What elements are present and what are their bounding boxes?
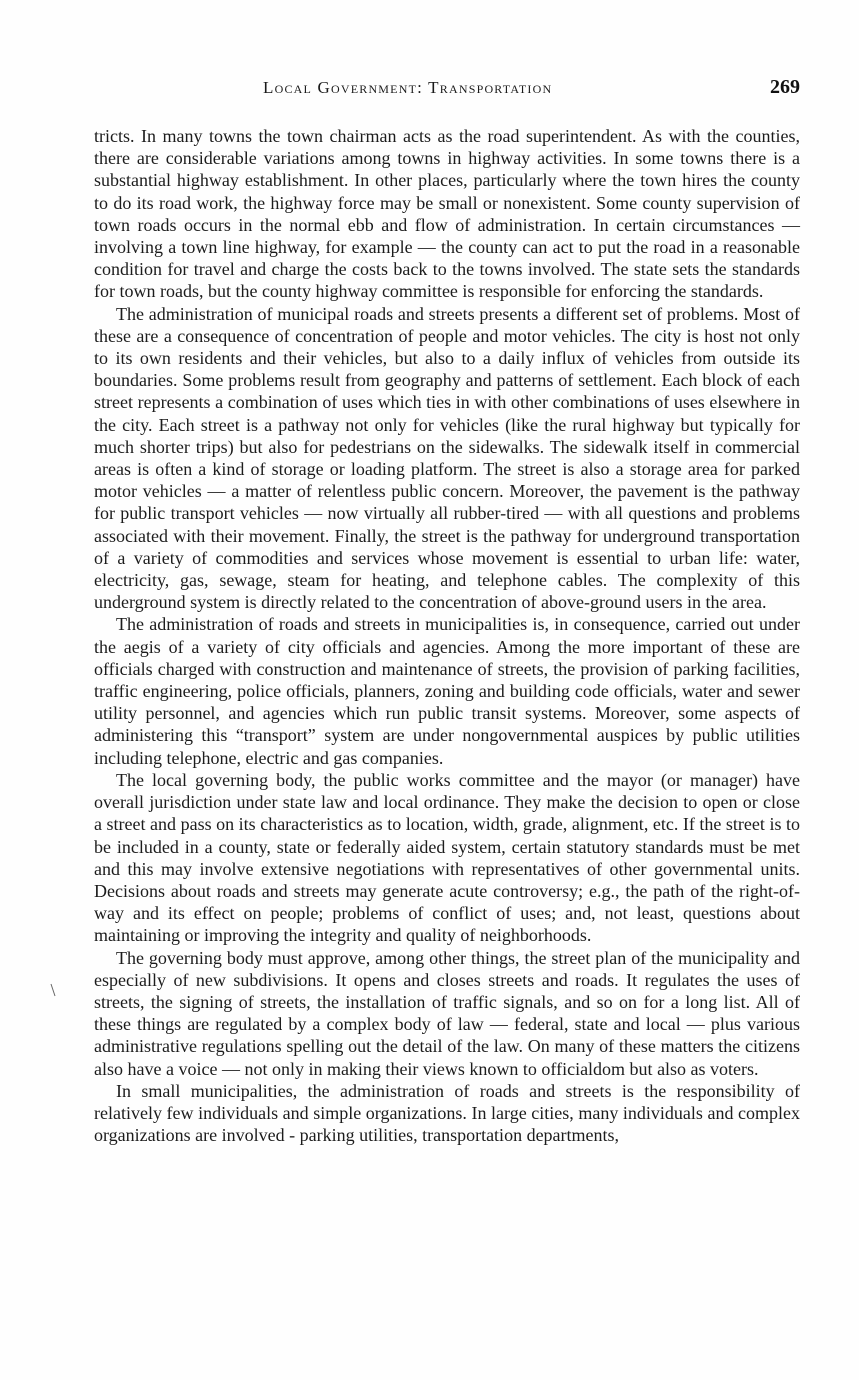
- page-number: 269: [770, 76, 800, 98]
- margin-pencil-mark: [50, 983, 56, 997]
- body-text: [94, 125, 800, 1146]
- paragraph-municipal-roads: The administration of municipal roads and streets presents a different set of problems. Most of these are a consequence of concentration of people and motor vehicles. The city is host not only to its own residents and their vehicles, but also to a daily influx of vehicles from outside its boundaries. Some problems result from geography and patterns of settlement. Each block of each street represents a combination of uses which ties in with other combinations of uses elsewhere in the city. Each street is a pathway not only for vehicles (like the rural highway but typically for much shorter trips) but also for pedestrians on the sidewalks. The sidewalk itself in commercial areas is often a kind of storage or loading platform. The street is also a storage area for parked motor vehicles — a matter of relentless public concern. Moreover, the pavement is the pathway for public transport vehicles — now virtually all rubber-tired — with all questions and problems associated with their movement. Finally, the street is the pathway for underground transportation of a variety of commodities and services whose movement is essential to urban life: water, electricity, gas, sewage, steam for heating, and telephone cables. The complexity of this underground system is directly related to the concentration of above-ground users in the area.: [94, 303, 800, 613]
- running-head-title: Local Government: Transportation: [263, 78, 553, 97]
- paragraph-city-officials: The administration of roads and streets in municipalities is, in consequence, carried out under the aegis of a variety of city officials and agencies. Among the more important of these are officials charged with construction and maintenance of streets, the provision of parking facilities, traffic engineering, police officials, planners, zoning and building code officials, water and sewer utility personnel, and agencies which run public transit systems. Moreover, some aspects of administering this “transport” system are under nongovernmental auspices by public utilities including telephone, electric and gas companies.: [94, 614, 800, 768]
- paragraph-small-municipalities: In small municipalities, the administration of roads and streets is the responsibility of relatively few individuals and simple organizations. In large cities, many individuals and complex organizations are involved - parking utilities, transportation departments,: [94, 1080, 800, 1146]
- paragraph-governing-body-approval: The governing body must approve, among other things, the street plan of the municipality and especially of new subdivisions. It opens and closes streets and roads. It regulates the uses of streets, the signing of streets, the installation of traffic signals, and so on for a long list. All of these things are regulated by a complex body of law — federal, state and local — plus various administrative regulations spelling out the detail of the law. On many of these matters the citizens also have a voice — not only in making their views known to officialdom but also as voters.: [94, 947, 800, 1079]
- paragraph-governing-body-jurisdiction: The local governing body, the public works committee and the mayor (or manager) have overall jurisdiction under state law and local ordinance. They make the decision to open or close a street and pass on its characteristics as to location, width, grade, alignment, etc. If the street is to be included in a county, state or federally aided system, certain statutory standards must be met and this may involve extensive negotiations with representatives of other governmental units. Decisions about roads and streets may generate acute controversy; e.g., the path of the right-of-way and its effect on people; problems of conflict of uses; and, not least, questions about maintaining or improving the integrity and quality of neighborhoods.: [94, 769, 800, 946]
- paragraph-town-roads: tricts. In many towns the town chairman acts as the road superintendent. As with the counties, there are considerable variations among towns in highway activities. In some towns there is a substantial highway establishment. In other places, particularly where the town hires the county to do its road work, the highway force may be small or nonexistent. Some county supervision of town roads occurs in the normal ebb and flow of administration. In certain circumstances — involving a town line highway, for example — the county can act to put the road in a reasonable condition for travel and charge the costs back to the towns involved. The state sets the standards for town roads, but the county highway committee is responsible for enforcing the standards.: [94, 126, 800, 302]
